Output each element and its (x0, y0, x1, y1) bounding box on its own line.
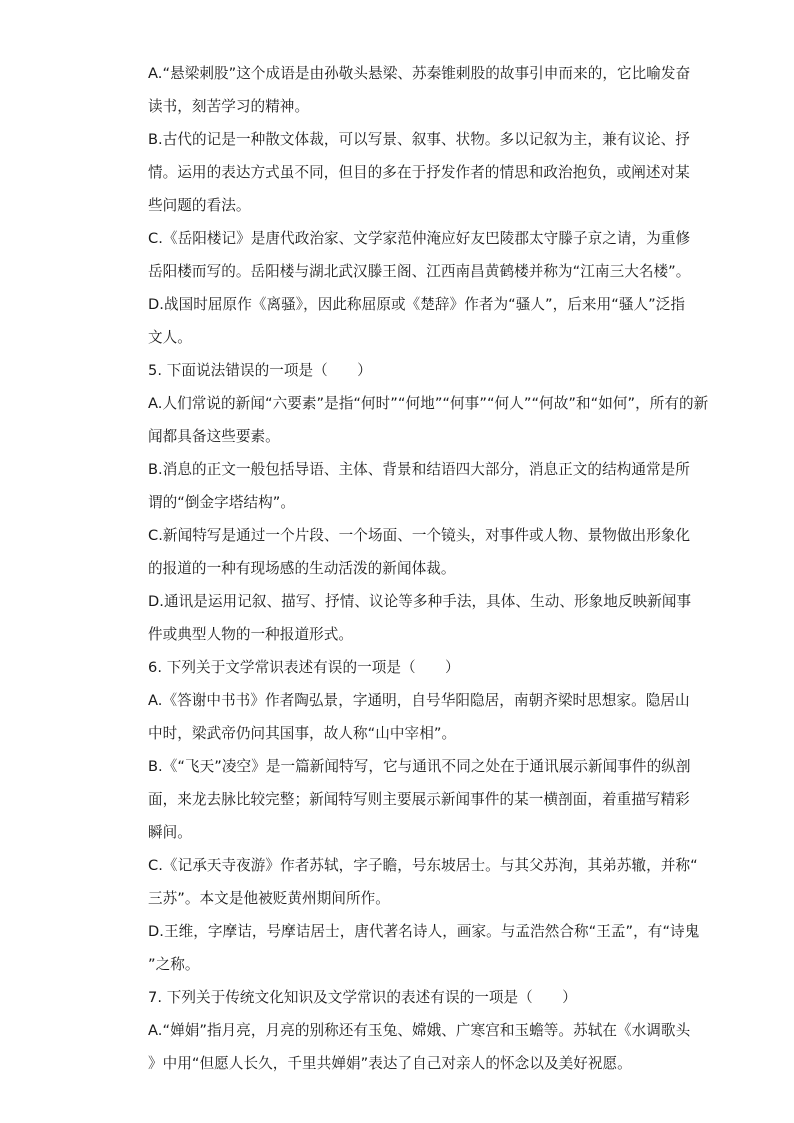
text-line: C.新闻特写是通过一个片段、一个场面、一个镜头，对事件或人物、景物做出形象化 (148, 527, 691, 544)
document-page (148, 64, 709, 1074)
q7-option-a (148, 1021, 691, 1074)
text-line: 些问题的看法。 (148, 197, 251, 214)
text-line: C.《岳阳楼记》是唐代政治家、文学家范仲淹应好友巴陵郡太守滕子京之请，为重修 (148, 230, 691, 247)
text-line: 三苏”。本文是他被贬黄州期间所作。 (148, 890, 390, 907)
text-line: D.通讯是运用记叙、描写、抒情、议论等多种手法，具体、生动、形象地反映新闻事 (148, 593, 692, 610)
text-line: 读书，刻苦学习的精神。 (148, 98, 310, 115)
text-line: A.人们常说的新闻“六要素”是指“何时”“何地”“何事”“何人”“何故”和“如何”，所有的新 (148, 395, 709, 412)
text-line: B.消息的正文一般包括导语、主体、背景和结语四大部分，消息正文的结构通常是所 (148, 461, 690, 478)
text-line: D.战国时屈原作《离骚》，因此称屈原或《楚辞》作者为“骚人”，后来用“骚人”泛指 (148, 296, 686, 313)
q5-option-b (148, 460, 690, 513)
text-line: A.“悬梁刺股”这个成语是由孙敬头悬梁、苏秦锥刺股的故事引申而来的，它比喻发奋 (148, 65, 691, 82)
q5-stem (148, 361, 668, 381)
q6-option-c (148, 856, 698, 909)
text-line: A.《答谢中书书》作者陶弘景，字通明，自号华阳隐居，南朝齐梁时思想家。隐居山 (148, 692, 690, 709)
text-line: ”之称。 (148, 956, 200, 973)
text-line: C.《记承天寺夜游》作者苏轼，字子瞻，号东坡居士。与其父苏洵，其弟苏辙，并称“ (148, 857, 698, 874)
q4-option-d (148, 295, 686, 348)
q5-option-c (148, 526, 691, 579)
q6-option-a (148, 691, 690, 744)
text-line: 谓的“倒金字塔结构”。 (148, 494, 296, 511)
text-line: D.王维，字摩诘，号摩诘居士，唐代著名诗人，画家。与孟浩然合称“王孟”，有“诗鬼 (148, 923, 700, 940)
q5-option-d (148, 592, 692, 645)
text-line: 闻都具备这些要素。 (148, 428, 280, 445)
q4-option-a (148, 64, 691, 117)
q5-option-a (148, 394, 709, 447)
question-line: 6. 下列关于文学常识表述有误的一项是（ ） (148, 659, 460, 676)
q7-stem (148, 988, 668, 1008)
text-line: 面，来龙去脉比较完整；新闻特写则主要展示新闻事件的某一横剖面，着重描写精彩 (148, 791, 690, 808)
text-line: 情。运用的表达方式虽不同，但目的多在于抒发作者的情思和政治抱负，或阐述对某 (148, 164, 690, 181)
q6-option-b (148, 757, 691, 843)
text-line: 中时，梁武帝仍问其国事，故人称“山中宰相”。 (148, 725, 457, 742)
q4-option-c (148, 229, 691, 282)
text-line: A.“婵娟”指月亮，月亮的别称还有玉兔、嫦娥、广寒宫和玉蟾等。苏轼在《水调歌头 (148, 1022, 691, 1039)
text-line: 》中用“但愿人长久，千里共婵娟”表达了自己对亲人的怀念以及美好祝愿。 (148, 1055, 632, 1072)
question-line: 5. 下面说法错误的一项是（ ） (148, 362, 372, 379)
text-line: 岳阳楼而写的。岳阳楼与湖北武汉滕王阁、江西南昌黄鹤楼并称为“江南三大名楼”。 (148, 263, 691, 280)
text-line: 文人。 (148, 329, 192, 346)
q4-option-b (148, 130, 690, 216)
question-line: 7. 下列关于传统文化知识及文学常识的表述有误的一项是（ ） (148, 989, 577, 1006)
text-line: B.古代的记是一种散文体裁，可以写景、叙事、状物。多以记叙为主，兼有议论、抒 (148, 131, 690, 148)
text-line: 的报道的一种有现场感的生动活泼的新闻体裁。 (148, 560, 456, 577)
q6-stem (148, 658, 668, 678)
q6-option-d (148, 922, 700, 975)
text-line: 件或典型人物的一种报道形式。 (148, 626, 354, 643)
text-line: B.《“飞天”凌空》是一篇新闻特写，它与通讯不同之处在于通讯展示新闻事件的纵剖 (148, 758, 691, 775)
text-line: 瞬间。 (148, 824, 192, 841)
